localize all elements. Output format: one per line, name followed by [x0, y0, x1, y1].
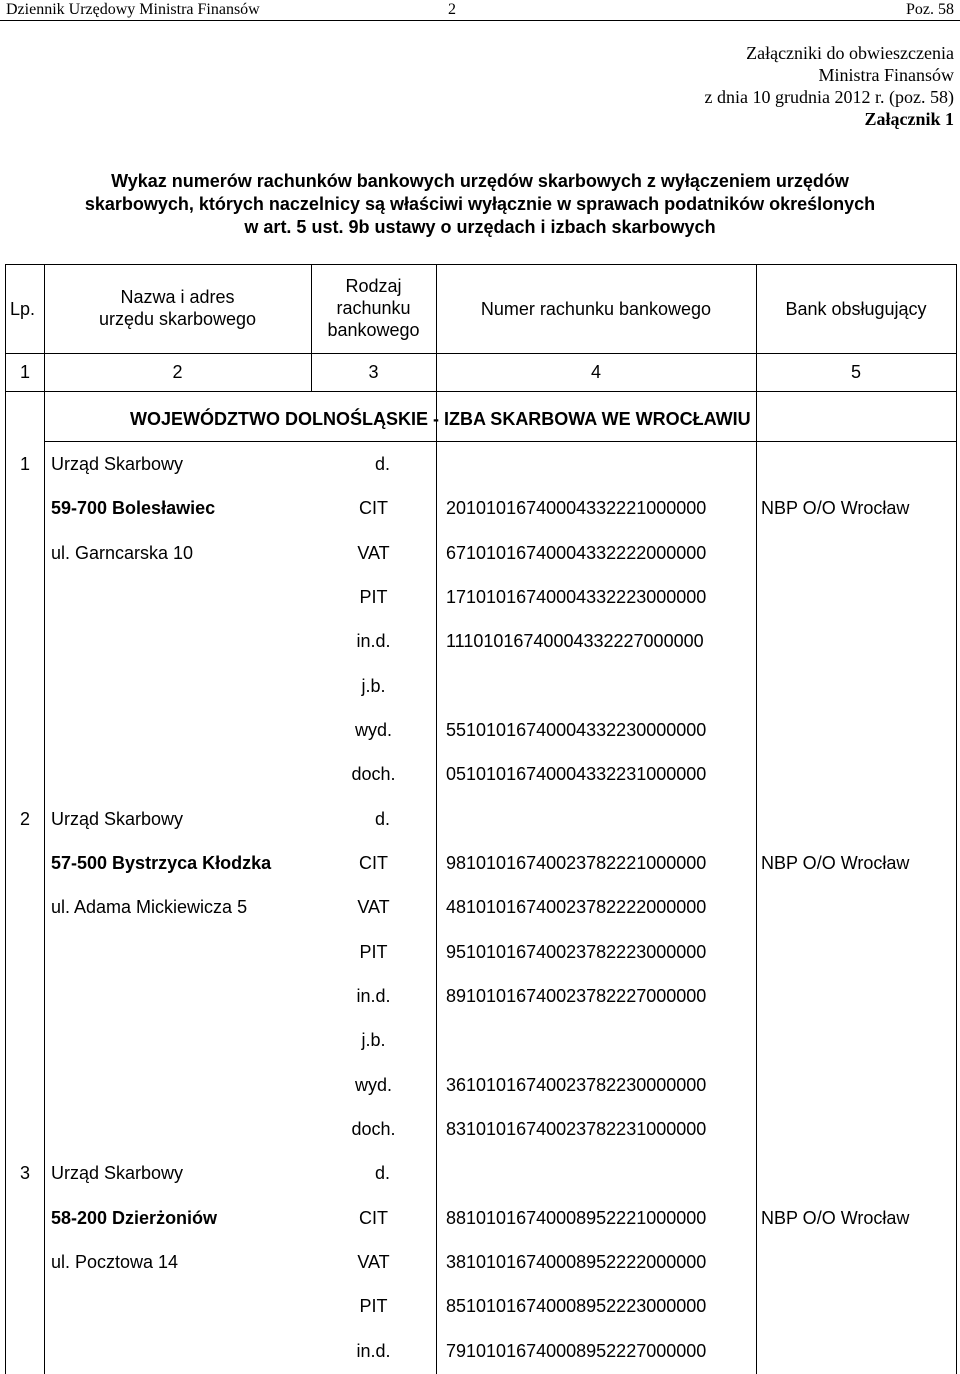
account-type: in.d. — [356, 631, 391, 651]
account-type: doch. — [351, 764, 396, 784]
title-line: skarbowych, których naczelnicy są właściwi wyłącznie w sprawach podatników określonych — [84, 194, 876, 214]
office-bank: NBP O/O Wrocław — [761, 498, 910, 518]
col-number: 4 — [590, 362, 601, 382]
account-number: 67101016740004332222000000 — [446, 543, 707, 563]
account-number: 11101016740004332227000000 — [446, 631, 704, 651]
account-type: PIT — [359, 587, 388, 607]
account-number: 17101016740004332223000000 — [446, 587, 707, 607]
account-number: 20101016740004332221000000 — [446, 498, 707, 518]
col-header-line: urzędu skarbowego — [98, 309, 257, 329]
row-divider — [6, 391, 956, 392]
page-header — [0, 0, 960, 20]
col-header-line: Nazwa i adres — [120, 287, 235, 307]
account-type: j.b. — [361, 1030, 386, 1050]
office-street: ul. Adama Mickiewicza 5 — [51, 897, 248, 917]
col-number: 3 — [368, 362, 379, 382]
office-city: 58-200 Dzierżoniów — [51, 1208, 218, 1228]
col-number: 2 — [172, 362, 183, 382]
col-header-lp: Lp. — [10, 299, 36, 319]
account-number: 79101016740008952227000000 — [446, 1341, 707, 1361]
attachment-note — [705, 42, 954, 130]
office-lp: 2 — [20, 809, 31, 829]
office-bank: NBP O/O Wrocław — [761, 1208, 910, 1228]
office-lp: 1 — [20, 454, 31, 474]
attachment-line: Ministra Finansów — [818, 65, 954, 85]
col-header-type — [311, 275, 436, 341]
office-bank: NBP O/O Wrocław — [761, 853, 910, 873]
account-number: 83101016740023782231000000 — [446, 1119, 707, 1139]
col-header-line: rachunku — [336, 298, 411, 318]
journal-title: Dziennik Urzędowy Ministra Finansów — [6, 1, 260, 18]
row-divider — [44, 441, 956, 442]
attachment-line: Załączniki do obwieszczenia — [746, 43, 954, 63]
region-title: WOJEWÓDZTWO DOLNOŚLĄSKIE - IZBA SKARBOWA WE WROCŁAWIU — [130, 409, 751, 429]
account-type: in.d. — [356, 1341, 391, 1361]
row-divider — [6, 353, 956, 354]
account-type: wyd. — [354, 1075, 392, 1095]
office-street: ul. Garncarska 10 — [51, 543, 194, 563]
col-header-account: Numer rachunku bankowego — [480, 299, 712, 319]
account-number: 55101016740004332230000000 — [446, 720, 707, 740]
account-number: 36101016740023782230000000 — [446, 1075, 707, 1095]
account-number: 95101016740023782223000000 — [446, 942, 707, 962]
column-divider — [436, 265, 437, 1374]
office-name: Urząd Skarbowy — [51, 1163, 184, 1183]
account-number: 05101016740004332231000000 — [446, 764, 707, 784]
account-number: 98101016740023782221000000 — [446, 853, 707, 873]
col-header-line: Rodzaj — [345, 276, 402, 296]
account-number: 48101016740023782222000000 — [446, 897, 707, 917]
account-type: VAT — [357, 543, 390, 563]
account-number: 38101016740008952222000000 — [446, 1252, 707, 1272]
account-type: j.b. — [361, 676, 386, 696]
account-number: 89101016740023782227000000 — [446, 986, 707, 1006]
account-type: wyd. — [354, 720, 392, 740]
col-header-bank: Bank obsługujący — [785, 299, 927, 319]
title-line: w art. 5 ust. 9b ustawy o urzędach i izbach skarbowych — [244, 217, 716, 237]
col-header-line: bankowego — [327, 320, 420, 340]
document-title — [30, 170, 930, 239]
title-line: Wykaz numerów rachunków bankowych urzędów skarbowych z wyłączeniem urzędów — [111, 171, 849, 191]
account-type: doch. — [351, 1119, 396, 1139]
column-divider — [756, 265, 757, 1374]
account-type: PIT — [359, 1296, 388, 1316]
office-name: Urząd Skarbowy — [51, 809, 184, 829]
account-type: PIT — [359, 942, 388, 962]
office-street: ul. Pocztowa 14 — [51, 1252, 179, 1272]
col-number: 1 — [20, 362, 31, 382]
position-number: Poz. 58 — [906, 1, 954, 18]
office-d: d. — [375, 809, 391, 829]
account-number: 85101016740008952223000000 — [446, 1296, 707, 1316]
account-number: 88101016740008952221000000 — [446, 1208, 707, 1228]
header-rule — [0, 20, 960, 21]
office-lp: 3 — [20, 1163, 31, 1183]
office-d: d. — [375, 1163, 391, 1183]
account-type: in.d. — [356, 986, 391, 1006]
account-type: CIT — [359, 853, 388, 873]
column-divider — [44, 265, 45, 1374]
account-type: VAT — [357, 897, 390, 917]
office-name: Urząd Skarbowy — [51, 454, 184, 474]
page-number: 2 — [448, 1, 456, 18]
office-d: d. — [375, 454, 391, 474]
col-number: 5 — [850, 362, 861, 382]
account-type: CIT — [359, 498, 388, 518]
office-city: 59-700 Bolesławiec — [51, 498, 216, 518]
accounts-table — [5, 264, 957, 1374]
account-type: CIT — [359, 1208, 388, 1228]
attachment-line: z dnia 10 grudnia 2012 r. (poz. 58) — [704, 87, 954, 107]
attachment-number: Załącznik 1 — [864, 109, 954, 129]
col-header-office — [44, 286, 311, 330]
account-type: VAT — [357, 1252, 390, 1272]
office-city: 57-500 Bystrzyca Kłodzka — [51, 853, 272, 873]
